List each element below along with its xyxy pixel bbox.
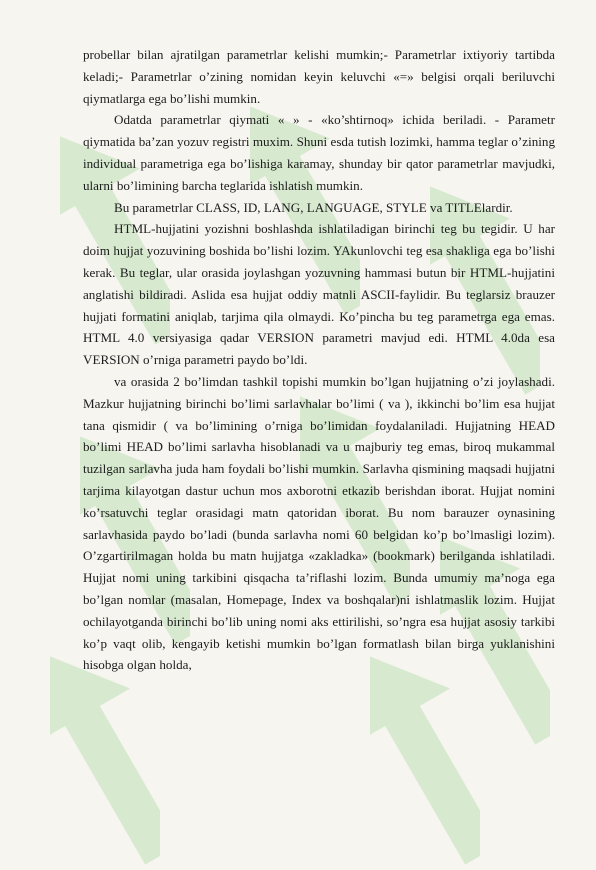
paragraph-2: Odatda parametrlar qiymati « » - «ko’shtirnoq» ichida beriladi. - Parametr qiymatida ba’zan yozuv registri muxim. Shuni esda tutish lozimki, hamma teglar o’zining individual parametriga ega bo’lishiga karamay, shunday bir qator parametrlar mavjudki, ularni bo’limining barcha teglarida ishlatish mumkin. — [83, 112, 555, 193]
document-body — [83, 44, 555, 676]
paragraph-3: Bu parametrlar CLASS, ID, LANG, LANGUAGE, STYLE va TITLElardir. — [114, 199, 513, 215]
paragraph-5: va orasida 2 bo’limdan tashkil topishi mumkin bo’lgan hujjatning o’zi joylashadi. Mazkur hujjatning birinchi bo’limi sarlavhalar bo’limi ( va ), ikkinchi bo’lim esa hujjat tana qismidir ( va bo’limining o’rniga bo’limidan foydalaniladi. Hujjatning HEAD bo’limi HEAD bo’limi sarlavha hisoblanadi va u majburiy teg emas, biroq mukammal tuzilgan sarlavha juda ham foydali bo’lishi mumkin. Sarlavha qismining maqsadi hujjatni tarjima kilayotgan dastur uchun mos axborotni etkazib berishdan iborat. Hujjat nomini ko’rsatuvchi teglar orasidagi matn qatoridan iborat. Bu nom barauzer oynasining sarlavhasida paydo bo’ladi (bunda sarlavha nomi 60 belgidan ko’p bo’lmasligi lozim). O’zgartirilmagan holda bu matn hujjatga «zakladka» (bookmark) berilganda ishlatiladi. Hujjat nomi uning tarkibini qisqacha ta’riflashi lozim. Bunda umumiy ma’noga ega bo’lgan nomlar (masalan, Homepage, Index va boshqalar)ni ishlatmaslik lozim. Hujjat ochilayotganda birinchi bo’lib uning nomi aks ettirilishi, so’ngra esa hujjat asosiy tarkibi ko’p vaqt olib, kengayib ketishi mumkin bo’lgan formatlash bilan birga yuklanishini hisobga olgan holda, — [83, 373, 555, 673]
paragraph-4: HTML-hujjatini yozishni boshlashda ishlatiladigan birinchi teg bu tegidir. U har doim hujjat yozuvining boshida bo’lishi lozim. YAkunlovchi teg esa shakliga ega bo’lishi kerak. Bu teglar, ular orasida joylashgan yozuvning hammasi butun bir HTML-hujjatini anglatishi bildiradi. Aslida esa hujjat oddiy matnli ASCII-faylidir. Bu teglarsiz brauzer hujjati formatini aniqlab, tarjima qila olmaydi. Ko’pincha bu teg parametrga ega emas. HTML 4.0 versiyasiga qadar VERSION parametri mavjud edi. HTML 4.0da esa VERSION o’rniga parametri paydo bo’ldi. — [83, 221, 555, 368]
paragraph-1: probellar bilan ajratilgan parametrlar kelishi mumkin;- Parametrlar ixtiyoriy tartibda keladi;- Parametrlar o’zining nomidan keyin keluvchi «=» belgisi orqali beriluvchi qiymatlarga ega bo’lishi mumkin. — [83, 47, 555, 106]
